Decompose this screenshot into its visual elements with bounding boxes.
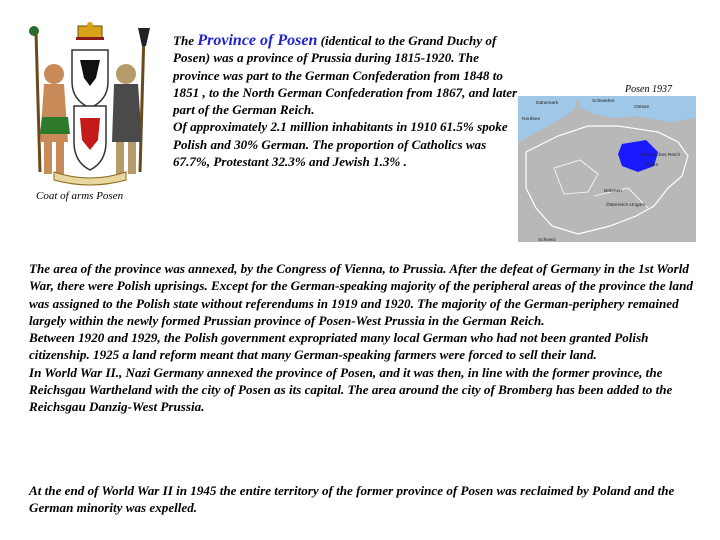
history-text <box>29 260 704 416</box>
paragraph-congress-vienna: The area of the province was annexed, by the Congress of Vienna, to Prussia. After the defeat of Germany in the 1st World War, there were Polish uprisings. Except for the German-speaking majority of the peripheral areas of the province the land was assigned to the Polish state without referendums in 1919 and 1920. The majority of the German-periphery remained largely within the newly formed Prussian province of Posen-West Prussia in the German Reich. <box>29 261 693 328</box>
map-label-north-sea: Nordsee <box>522 117 541 122</box>
map-label-baltic: Ostsee <box>634 105 650 110</box>
paragraph-1945: At the end of World War II in 1945 the entire territory of the former province of Posen was reclaimed by Poland and the German minority was expelled. <box>29 483 675 516</box>
coat-of-arms-caption: Coat of arms Posen <box>36 190 124 202</box>
province-title: Province of Posen <box>197 32 318 49</box>
map-caption: Posen 1937 <box>625 84 672 95</box>
intro-paragraph <box>173 32 518 170</box>
paragraph-world-war-2: In World War II., Nazi Germany annexed the province of Posen, and it was then, in line with the former province, the Reichsgau Wartheland with the city of Posen as its capital. The area around the city of Bromberg has been added to the Reichsgau Danzig-West Prussia. <box>29 364 673 415</box>
right-supporter-figure <box>112 28 150 174</box>
map-label-switzerland: Schweiz <box>538 238 556 242</box>
map-label-denmark: Dänemark <box>536 101 559 106</box>
map-label-austria-hungary: Österreich-Ungarn <box>606 203 646 208</box>
left-supporter-figure <box>29 26 70 174</box>
intro-the: The <box>173 33 195 48</box>
map-label-russia: Russisches Reich <box>642 153 681 158</box>
map-label-bohemia: Böhmen <box>604 189 622 194</box>
crown-icon <box>76 22 104 40</box>
intro-text-2: Of approximately 2.1 million inhabitants in 1910 61.5% spoke Polish and 30% German. The proportion of Catholics was 67.7%, Protestant 32.3% and Jewish 1.3% . <box>173 119 508 170</box>
intro-text-1: (identical to the Grand Duchy of Posen) was a province of Prussia during 1815-1920. The province was part to the German Confederation from 1848 to 1851 , to the North German Confederation from 1867, and later part of the German Reich. <box>173 33 518 118</box>
paragraph-1920-1929: Between 1920 and 1929, the Polish government expropriated many local German who had not been granted Polish citizenship. 1925 a land reform meant that many German-speaking farmers were forced to sell their land. <box>29 330 649 363</box>
shield-icon <box>72 50 108 170</box>
map-label-sweden: Schweden <box>592 99 615 104</box>
map-label-poland: Polen <box>646 163 659 168</box>
map-image <box>518 96 696 242</box>
coat-of-arms-image <box>14 22 166 188</box>
